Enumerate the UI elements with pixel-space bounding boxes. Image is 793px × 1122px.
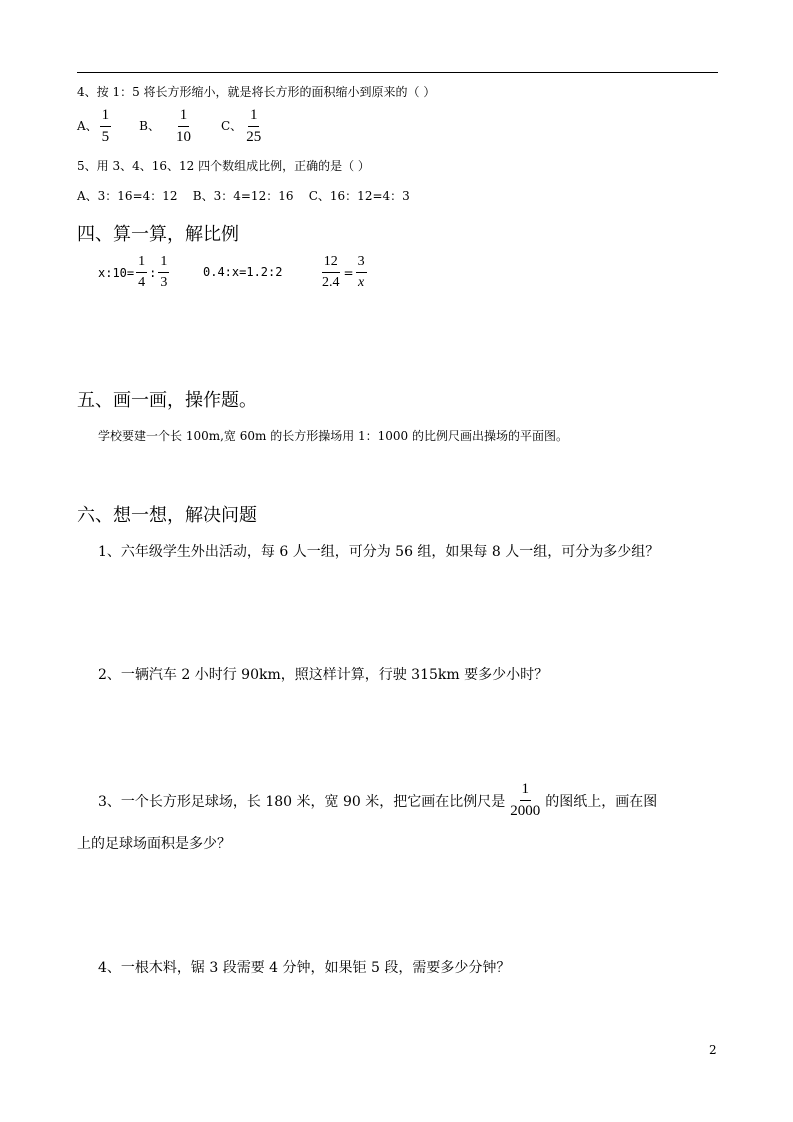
fraction-denominator: 25 <box>246 129 262 145</box>
page-number: 2 <box>709 1043 717 1057</box>
equation-2: 0.4:x=1.2:2 <box>203 265 283 279</box>
section4-heading: 四、算一算，解比例 <box>77 224 239 245</box>
q4-option-a-label: A、 <box>77 119 98 133</box>
fraction-numerator: 1 <box>178 108 190 127</box>
q4-option-a <box>77 108 113 145</box>
fraction-denominator: 2000 <box>510 803 541 819</box>
fraction-numerator: 1 <box>100 108 112 127</box>
problem-4: 4、一根木料，锯 3 段需要 4 分钟，如果钜 5 段，需要多少分钟？ <box>98 960 511 976</box>
problem-3-text-before: 3、一个长方形足球场，长 180 米，宽 90 米，把它画在比例尺是 <box>98 793 506 810</box>
fraction-numerator: 3 <box>356 255 367 273</box>
section5-text: 学校要建一个长 100m,宽 60m 的长方形操场用 1：1000 的比例尺画出操场的平面图。 <box>98 429 568 443</box>
fraction-numerator: 1 <box>158 255 169 273</box>
equation-1-separator: : <box>149 265 157 280</box>
equation-1-fraction-2 <box>158 255 169 290</box>
problem-3-scale-fraction <box>508 782 542 819</box>
q4-option-b-label: B、 <box>139 119 160 133</box>
q4-option-b <box>139 108 195 145</box>
fraction-numerator: 1 <box>520 782 532 801</box>
section5-heading: 五、画一画，操作题。 <box>77 390 257 411</box>
fraction-denominator: x <box>357 275 365 290</box>
problem-1: 1、六年级学生外出活动，每 6 人一组，可分为 56 组，如果每 8 人一组，可分为多少组？ <box>98 544 660 560</box>
fraction-denominator: 10 <box>176 129 191 145</box>
equation-1-fraction-1 <box>136 255 147 290</box>
fraction-denominator: 5 <box>101 129 110 145</box>
q4-option-c-label: C、 <box>221 119 243 133</box>
equation-1 <box>98 255 171 290</box>
problem-3-line-2: 上的足球场面积是多少？ <box>77 836 231 852</box>
q5-options: A、3：16=4：12 B、3：4=12：16 C、16：12=4：3 <box>77 189 410 203</box>
q4-options <box>77 108 265 145</box>
q4-option-a-fraction <box>100 108 112 145</box>
equation-1-prefix: x:10= <box>98 265 135 280</box>
fraction-denominator: 4 <box>138 275 146 290</box>
fraction-numerator: 12 <box>322 255 340 273</box>
header-rule <box>77 72 718 73</box>
problem-3-text-after: 的图纸上，画在图 <box>545 793 658 810</box>
fraction-numerator: 1 <box>248 108 260 127</box>
equation-3-fraction-2 <box>356 255 367 290</box>
q4-option-c-fraction <box>244 108 263 145</box>
q4-text: 4、按 1：5 将长方形缩小，就是将长方形的面积缩小到原来的（ ） <box>77 85 436 99</box>
fraction-denominator: 3 <box>160 275 168 290</box>
q4-option-c <box>221 108 265 145</box>
equation-3-equals: = <box>343 265 354 280</box>
section6-heading: 六、想一想，解决问题 <box>77 505 257 526</box>
equation-3 <box>318 255 369 290</box>
q5-text: 5、用 3、4、16、12 四个数组成比例，正确的是（ ） <box>77 159 370 173</box>
problem-3-line-1 <box>98 782 657 819</box>
fraction-denominator: 2.4 <box>322 275 340 290</box>
fraction-numerator: 1 <box>136 255 147 273</box>
equation-3-fraction-1 <box>320 255 342 290</box>
problem-2: 2、一辆汽车 2 小时行 90km，照这样计算，行驶 315km 要多少小时？ <box>98 667 549 683</box>
q4-option-b-fraction <box>174 108 193 145</box>
